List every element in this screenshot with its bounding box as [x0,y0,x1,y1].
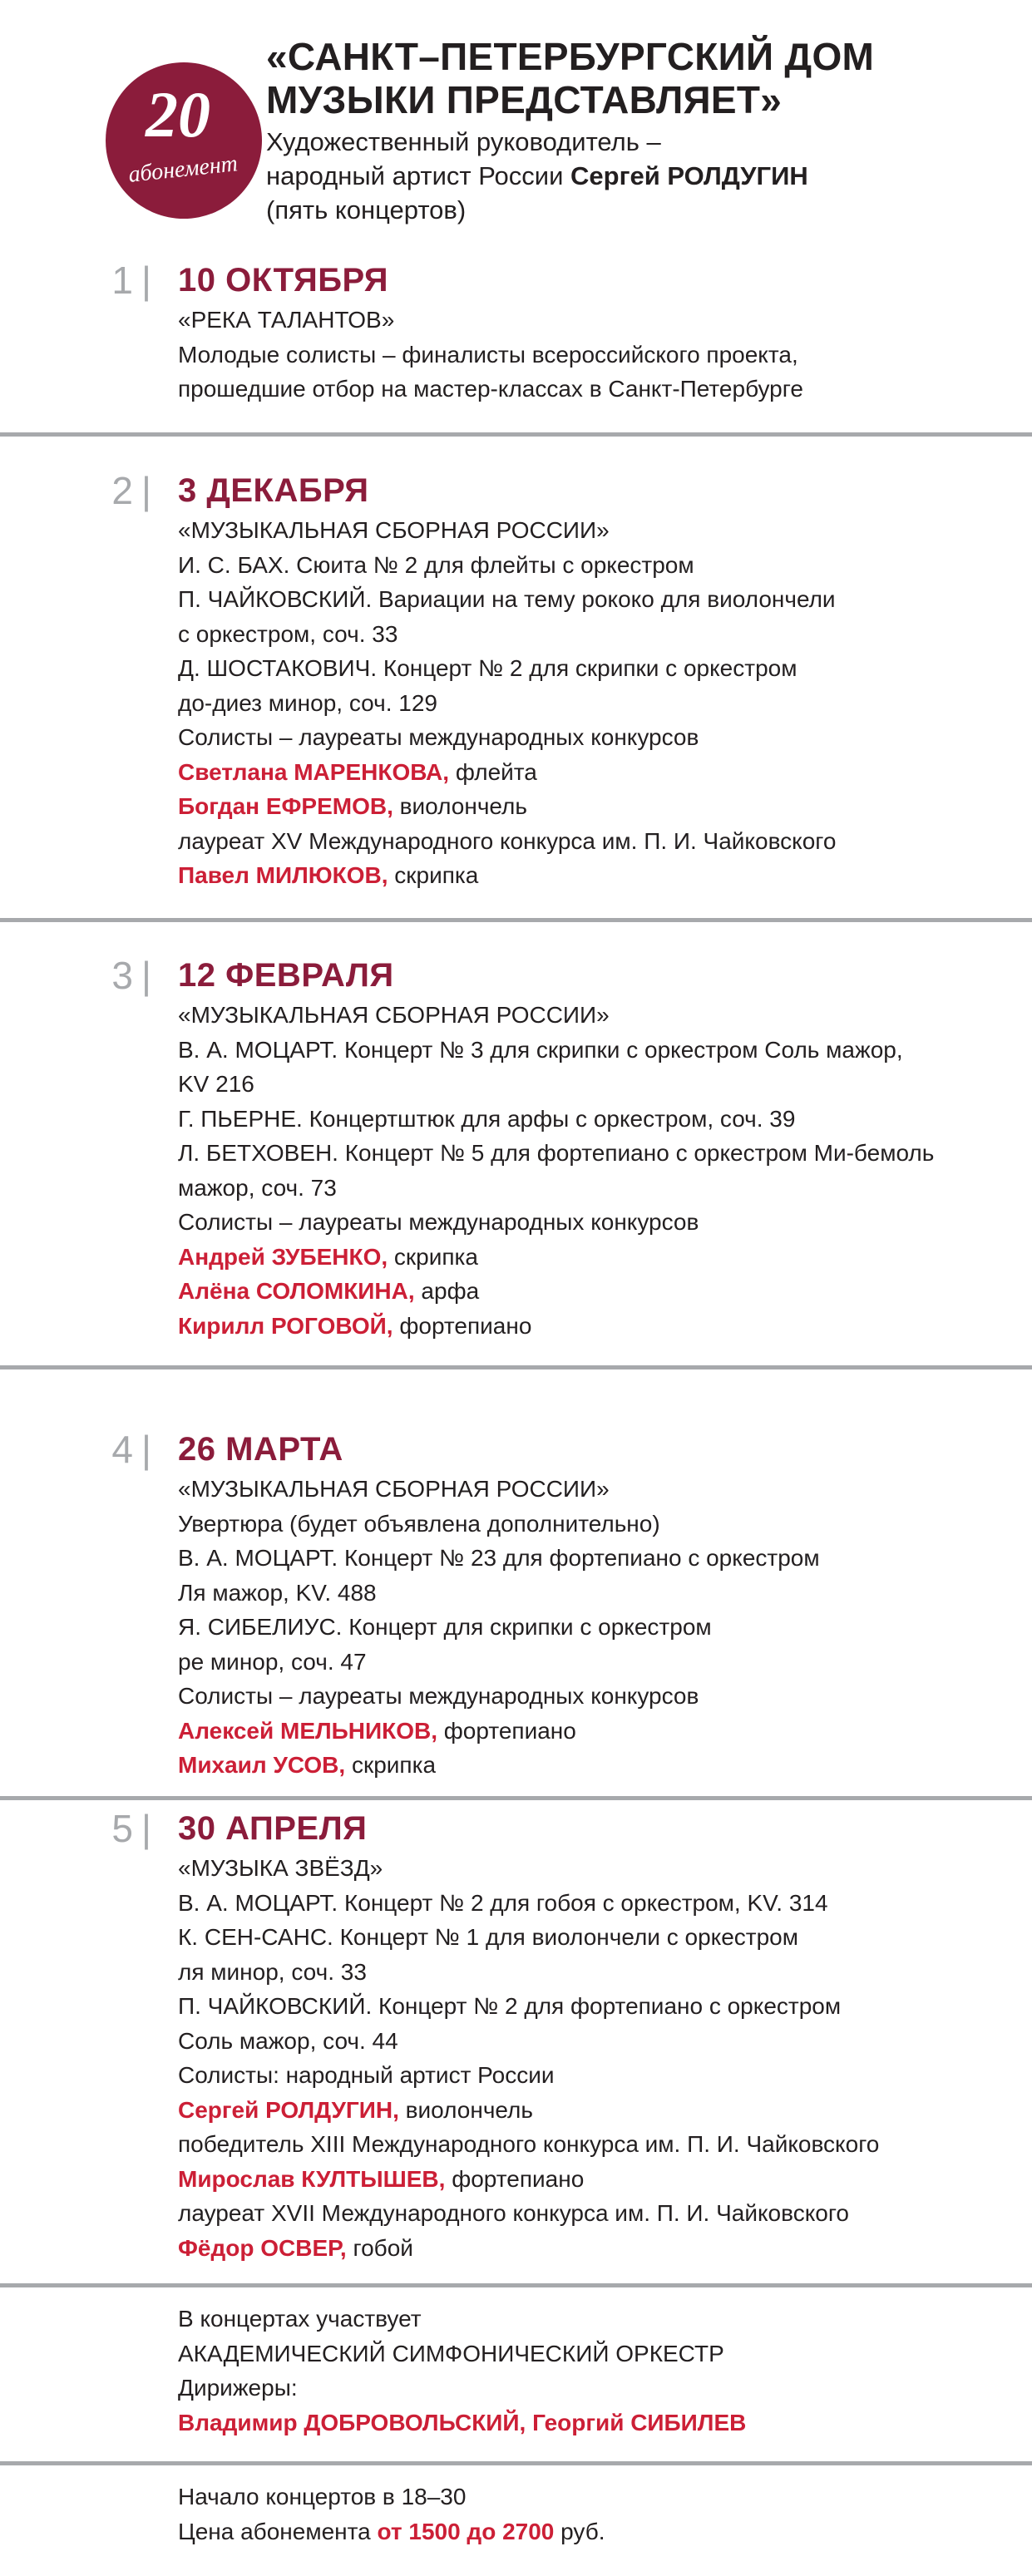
concert-number [106,259,156,301]
concert-number [106,1808,156,1849]
soloist-instrument: скрипка [345,1752,437,1778]
detail-line: «РЕКА ТАЛАНТОВ» [178,307,395,333]
soloist-instrument: виолончель [393,793,527,819]
number-separator: | [141,954,151,997]
detail-line: лауреат XV Международного конкурса им. П. И. Чайковского [178,827,837,854]
soloist-line [178,1714,820,1749]
page-title [266,35,874,121]
soloist-instrument: флейта [449,758,537,785]
soloist-name: Кирилл РОГОВОЙ, [178,1312,393,1339]
soloist-line [178,1240,934,1275]
soloist-instrument: гобой [346,2234,413,2261]
orchestra-info [178,2302,746,2440]
detail-line: В. А. МОЦАРТ. Концерт № 3 для скрипки с оркестром Соль мажор, [178,1036,903,1063]
section-divider [0,1365,1032,1369]
price-prefix: Цена абонемента [178,2518,378,2544]
soloist-name: Андрей ЗУБЕНКО, [178,1243,388,1270]
detail-line: Солисты – лауреаты международных конкурсов [178,1683,699,1709]
soloist-line [178,1274,934,1309]
section-divider [0,432,1032,437]
orchestra-intro: В концертах участвует [178,2306,422,2332]
section-divider [0,2283,1032,2287]
soloist-name: Сергей РОЛДУГИН, [178,2096,399,2123]
detail-line: В. А. МОЦАРТ. Концерт № 2 для гобоя с оркестром, KV. 314 [178,1889,828,1916]
soloist-name: Михаил УСОВ, [178,1752,346,1778]
soloist-line [178,2162,879,2197]
detail-line: Солисты – лауреаты международных конкурсов [178,724,699,750]
soloist-line [178,1748,820,1783]
concert-details [178,1851,879,2265]
concert-number [106,470,156,511]
soloist-instrument: фортепиано [393,1312,532,1339]
soloist-line [178,755,836,790]
concert-date: 10 ОКТЯБРЯ [178,262,388,299]
section-divider [0,2461,1032,2465]
start-time: Начало концертов в 18–30 [178,2484,467,2509]
concert-number-value: 4 [111,1428,133,1471]
soloist-line [178,2231,879,2266]
detail-line: П. ЧАЙКОВСКИЙ. Концерт № 2 для фортепиано с оркестром [178,1993,842,2019]
detail-line: К. СЕН-САНС. Концерт № 1 для виолончели с оркестром [178,1924,799,1950]
detail-line: «МУЗЫКАЛЬНАЯ СБОРНАЯ РОССИИ» [178,517,610,543]
number-separator: | [141,1807,151,1850]
concert-date: 12 ФЕВРАЛЯ [178,957,394,994]
concert-number-value: 1 [111,259,133,302]
concert-details [178,1472,820,1783]
footer-info [178,2480,605,2549]
detail-line: «МУЗЫКАЛЬНАЯ СБОРНАЯ РОССИИ» [178,1002,610,1028]
title-line-1: «САНКТ–ПЕТЕРБУРГСКИЙ ДОМ [266,35,875,78]
price-range: от 1500 до 2700 [377,2518,555,2544]
soloist-line [178,2093,879,2128]
soloist-name: Мирослав КУЛТЫШЕВ, [178,2165,446,2192]
soloist-instrument: скрипка [388,862,479,888]
number-separator: | [141,1428,151,1471]
detail-line: Соль мажор, соч. 44 [178,2027,398,2054]
detail-line: Г. ПЬЕРНЕ. Концертштюк для арфы с оркестром, соч. 39 [178,1105,796,1132]
section-divider [0,918,1032,922]
detail-line: П. ЧАЙКОВСКИЙ. Вариации на тему рококо для виолончели [178,586,836,612]
detail-line: Солисты – лауреаты международных конкурсов [178,1209,699,1235]
concert-details [178,998,934,1343]
soloist-instrument: фортепиано [437,1717,576,1744]
detail-line: ре минор, соч. 47 [178,1648,367,1675]
subtitle-line-3: (пять концертов) [266,195,467,225]
concert-number-value: 2 [111,469,133,512]
detail-line: В. А. МОЦАРТ. Концерт № 23 для фортепиано с оркестром [178,1545,820,1571]
artistic-director-name: Сергей РОЛДУГИН [570,161,808,190]
detail-line: И. С. БАХ. Сюита № 2 для флейты с оркестром [178,551,694,578]
soloist-name: Алексей МЕЛЬНИКОВ, [178,1717,437,1744]
soloist-instrument: скрипка [388,1243,478,1270]
subtitle-line-2-prefix: народный артист России [266,161,564,190]
detail-line: Молодые солисты – финалисты всероссийского проекта, [178,341,798,368]
header [0,0,1032,241]
concert-number-value: 5 [111,1807,133,1850]
soloist-name: Богдан ЕФРЕМОВ, [178,793,393,819]
subtitle-line-2 [266,159,808,193]
detail-line: Ля мажор, KV. 488 [178,1579,377,1606]
soloist-name: Фёдор ОСВЕР, [178,2234,347,2261]
detail-line: Д. ШОСТАКОВИЧ. Концерт № 2 для скрипки с оркестром [178,655,797,681]
concert-number [106,955,156,996]
detail-line: Солисты: народный артист России [178,2062,555,2088]
subtitle-line-1: Художественный руководитель – [266,127,661,156]
detail-line: «МУЗЫКАЛЬНАЯ СБОРНАЯ РОССИИ» [178,1476,610,1502]
concert-number-value: 3 [111,954,133,997]
detail-line: лауреат XVII Международного конкурса им. П. И. Чайковского [178,2200,849,2226]
soloist-instrument: фортепиано [445,2165,585,2192]
detail-line: Л. БЕТХОВЕН. Концерт № 5 для фортепиано с оркестром Ми-бемоль [178,1140,935,1166]
soloist-line [178,1309,934,1344]
concert-details [178,303,803,407]
concert-details [178,513,836,893]
detail-line: Я. СИБЕЛИУС. Концерт для скрипки с оркестром [178,1614,712,1640]
concert-date: 3 ДЕКАБРЯ [178,472,369,509]
detail-line: до-диез минор, соч. 129 [178,689,437,716]
number-separator: | [141,469,151,512]
concert-number [106,1429,156,1470]
price-suffix: руб. [554,2518,605,2544]
detail-line: ля минор, соч. 33 [178,1958,367,1985]
soloist-name: Павел МИЛЮКОВ, [178,862,388,888]
soloist-line [178,858,836,893]
detail-line: KV 216 [178,1071,254,1097]
detail-line: мажор, соч. 73 [178,1174,337,1201]
section-divider [0,1796,1032,1800]
detail-line: «МУЗЫКА ЗВЁЗД» [178,1855,383,1881]
number-separator: | [141,259,151,302]
badge-word: абонемент [126,151,239,188]
soloist-name: Светлана МАРЕНКОВА, [178,758,450,785]
detail-line: Увертюра (будет объявлена дополнительно) [178,1510,660,1537]
price-line [178,2514,605,2549]
detail-line: прошедшие отбор на мастер-классах в Санкт-Петербурге [178,376,803,402]
soloist-instrument: арфа [414,1278,480,1304]
subscription-badge [103,60,264,221]
detail-line: с оркестром, соч. 33 [178,620,398,647]
detail-line: победитель XIII Международного конкурса им. П. И. Чайковского [178,2131,880,2157]
soloist-line [178,789,836,824]
title-line-2: МУЗЫКИ ПРЕДСТАВЛЯЕТ» [266,78,783,121]
conductors-label: Дирижеры: [178,2375,298,2401]
conductors-names: Владимир ДОБРОВОЛЬСКИЙ, Георгий СИБИЛЕВ [178,2409,747,2435]
subtitle [266,125,808,227]
badge-number: 20 [146,78,210,151]
concert-date: 26 МАРТА [178,1431,343,1468]
soloist-name: Алёна СОЛОМКИНА, [178,1278,415,1304]
concert-date: 30 АПРЕЛЯ [178,1810,368,1847]
soloist-instrument: виолончель [398,2096,533,2123]
orchestra-name: АКАДЕМИЧЕСКИЙ СИМФОНИЧЕСКИЙ ОРКЕСТР [178,2340,724,2366]
